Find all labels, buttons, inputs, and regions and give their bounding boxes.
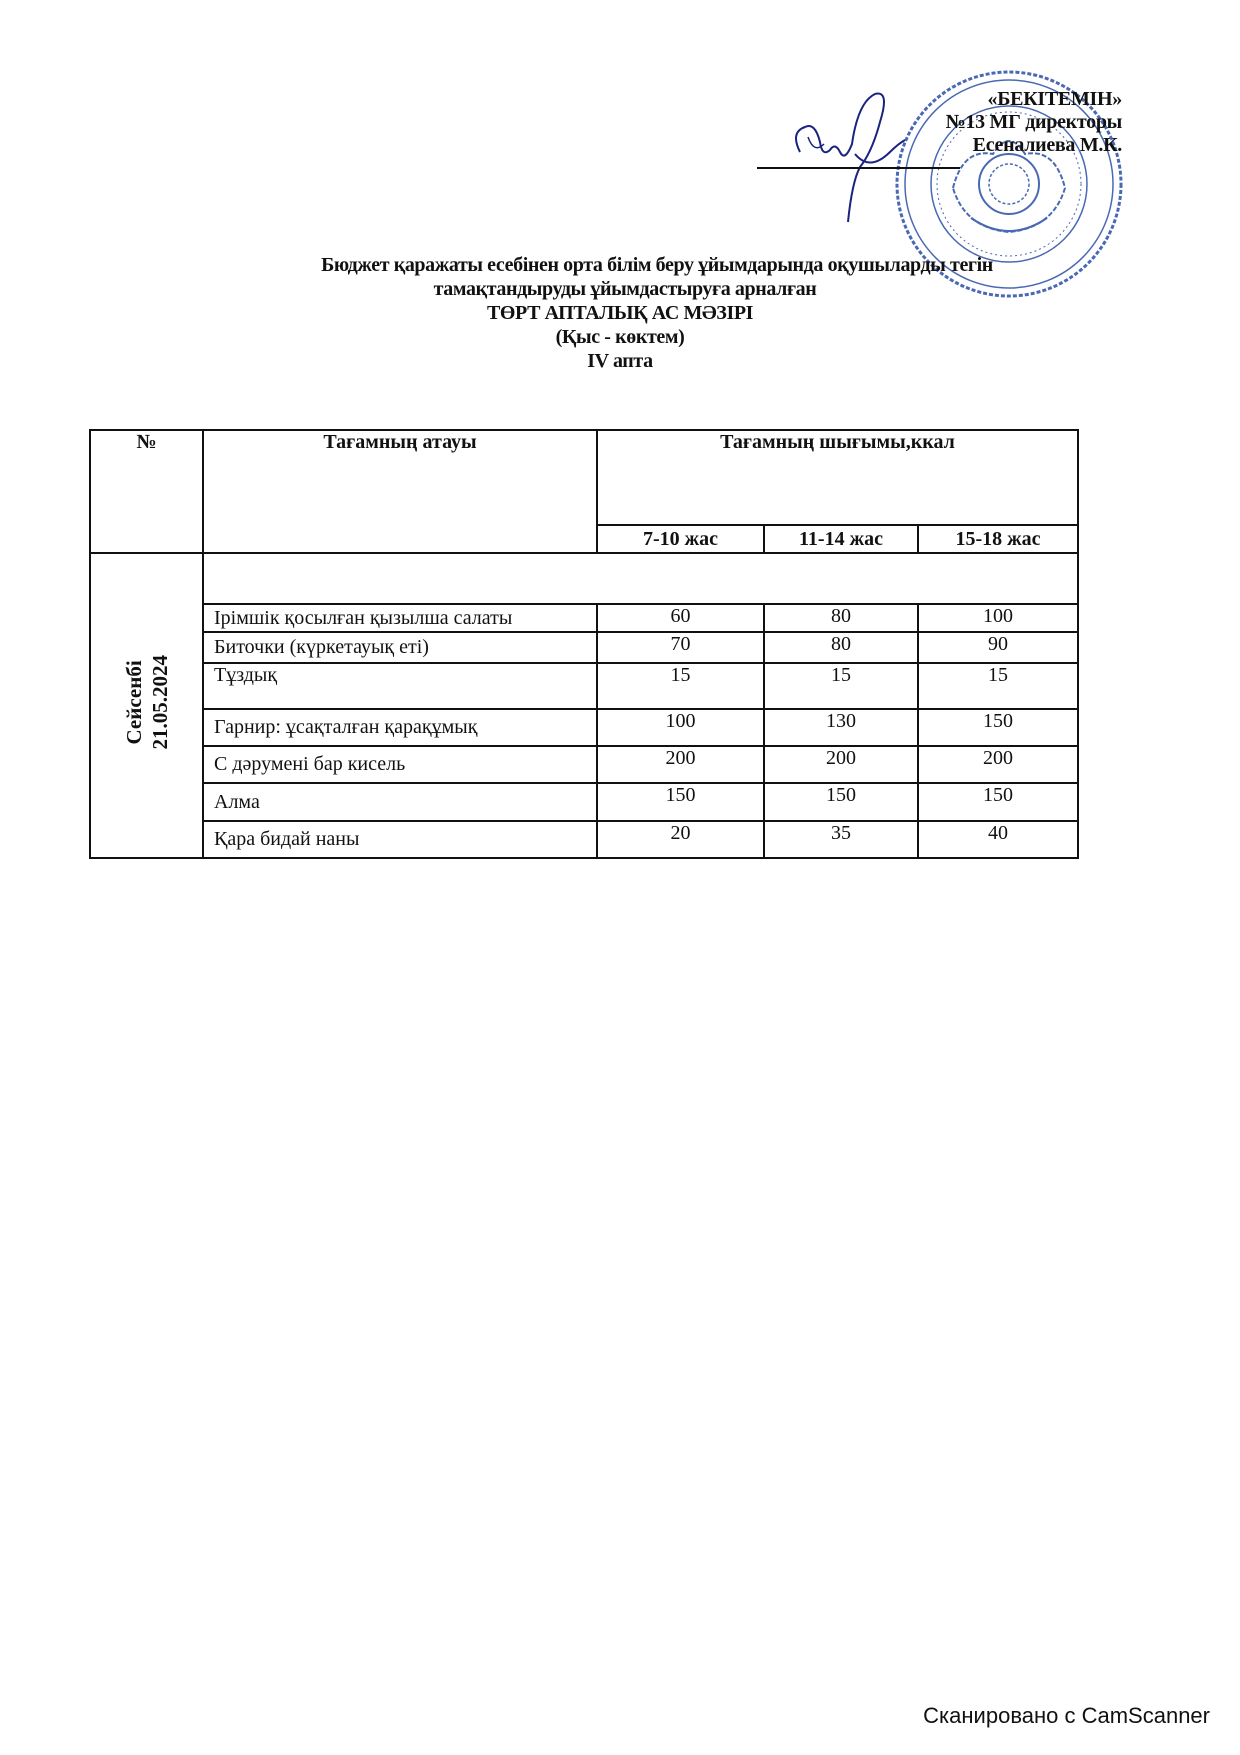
title-line-2: тамақтандыруды ұйымдастыруға арналған	[433, 278, 817, 300]
value-7-10: 60	[597, 604, 764, 632]
value-11-14: 150	[764, 783, 918, 821]
document-title	[0, 253, 1240, 373]
scanner-watermark: Сканировано с CamScanner	[923, 1703, 1210, 1728]
value-7-10: 200	[597, 746, 764, 783]
menu-table	[89, 429, 1079, 859]
signature-line	[757, 167, 960, 169]
header-age-11-14: 11-14 жас	[764, 525, 918, 553]
header-dish-name: Тағамның атауы	[203, 430, 597, 553]
day-label	[121, 655, 173, 750]
table-header-row	[90, 430, 1078, 525]
header-age-15-18: 15-18 жас	[918, 525, 1078, 553]
value-15-18: 40	[918, 821, 1078, 858]
value-15-18: 90	[918, 632, 1078, 663]
blank-cell	[203, 553, 1078, 604]
dish-name: Биточки (күркетауық еті)	[203, 632, 597, 663]
value-11-14: 35	[764, 821, 918, 858]
value-7-10: 20	[597, 821, 764, 858]
blank-row	[90, 553, 1078, 604]
value-11-14: 15	[764, 663, 918, 709]
value-15-18: 150	[918, 783, 1078, 821]
table-row	[90, 821, 1078, 858]
day-weekday: Сейсенбі	[121, 660, 146, 745]
approval-block	[946, 88, 1122, 157]
title-week: IV апта	[587, 350, 653, 372]
title-season: (Қыс - көктем)	[555, 326, 685, 348]
day-date: 21.05.2024	[147, 655, 172, 750]
value-15-18: 200	[918, 746, 1078, 783]
value-11-14: 130	[764, 709, 918, 746]
value-11-14: 200	[764, 746, 918, 783]
dish-name: Гарнир: ұсақталған қарақұмық	[203, 709, 597, 746]
value-7-10: 70	[597, 632, 764, 663]
title-line-3: ТӨРТ АПТАЛЫҚ АС МӘЗІРІ	[486, 302, 754, 324]
table-row	[90, 746, 1078, 783]
header-yield: Тағамның шығымы,ккал	[597, 430, 1078, 525]
dish-name: С дәрумені бар кисель	[203, 746, 597, 783]
day-cell	[90, 553, 203, 858]
table-row	[90, 663, 1078, 709]
value-7-10: 15	[597, 663, 764, 709]
table-row	[90, 604, 1078, 632]
value-7-10: 150	[597, 783, 764, 821]
approval-heading: «БЕКІТЕМІН»	[987, 88, 1122, 110]
value-15-18: 100	[918, 604, 1078, 632]
header-age-7-10: 7-10 жас	[597, 525, 764, 553]
table-row	[90, 632, 1078, 663]
approval-position: №13 МГ директоры	[945, 111, 1122, 133]
value-15-18: 15	[918, 663, 1078, 709]
value-7-10: 100	[597, 709, 764, 746]
dish-name: Қара бидай наны	[203, 821, 597, 858]
header-number: №	[90, 430, 203, 553]
value-15-18: 150	[918, 709, 1078, 746]
approval-name: Есеналиева М.К.	[972, 134, 1122, 156]
dish-name: Алма	[203, 783, 597, 821]
dish-name: Ірімшік қосылған қызылша салаты	[203, 604, 597, 632]
value-11-14: 80	[764, 632, 918, 663]
dish-name: Тұздық	[203, 663, 597, 709]
table-row	[90, 783, 1078, 821]
signature-icon	[780, 82, 930, 232]
title-line-1: Бюджет қаражаты есебінен орта білім беру ұйымдарында оқушыларды тегін	[321, 254, 993, 276]
table-row	[90, 709, 1078, 746]
value-11-14: 80	[764, 604, 918, 632]
